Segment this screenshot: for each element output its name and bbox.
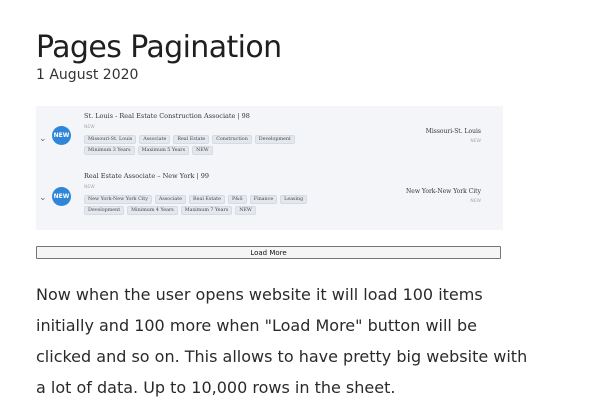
row-location-tag: NEW: [470, 199, 481, 204]
load-more-button[interactable]: Load More: [36, 246, 501, 259]
tag: Maximum 7 Years: [181, 206, 233, 215]
row-location-tag: NEW: [470, 139, 481, 144]
body-paragraph: Now when the user opens website it will load 100 items initially and 100 more when "Load More" button will be clicked and so on. This allows to have pretty big website with a lot of data. Up to 10,000 rows in the sheet.: [36, 285, 528, 397]
new-badge: NEW: [52, 126, 71, 145]
tag: P&S: [228, 195, 247, 204]
chevron-down-icon[interactable]: ⌄: [39, 134, 47, 144]
post-date: 1 August 2020: [36, 67, 139, 83]
row-location: New York-New York City: [406, 188, 481, 195]
tag: NEW: [192, 146, 213, 155]
tag: Finance: [250, 195, 277, 204]
tag: Development: [84, 206, 124, 215]
chevron-down-icon[interactable]: ⌄: [39, 193, 47, 203]
tag: Real Estate: [189, 195, 225, 204]
new-badge: NEW: [52, 187, 71, 206]
tag: Leasing: [280, 195, 307, 204]
row-status-tag: NEW: [84, 125, 95, 130]
tag: Real Estate: [173, 135, 209, 144]
tag: Construction: [212, 135, 252, 144]
row-title[interactable]: St. Louis - Real Estate Construction Associate | 98: [84, 112, 250, 120]
tag-list: [84, 195, 344, 215]
tag: Development: [255, 135, 295, 144]
tag: NEW: [235, 206, 256, 215]
page-title: Pages Pagination: [36, 30, 282, 66]
row-location: Missouri-St. Louis: [425, 128, 481, 135]
tag: New York-New York City: [84, 195, 152, 204]
tag: Maximum 5 Years: [138, 146, 190, 155]
tag: Associate: [155, 195, 186, 204]
tag: Associate: [139, 135, 170, 144]
row-status-tag: NEW: [84, 185, 95, 190]
tag: Minimum 4 Years: [127, 206, 178, 215]
listing-embed: [36, 106, 503, 230]
tag-list: [84, 135, 344, 155]
tag: Minimum 3 Years: [84, 146, 135, 155]
row-title[interactable]: Real Estate Associate – New York | 99: [84, 172, 210, 180]
tag: Missouri-St. Louis: [84, 135, 136, 144]
